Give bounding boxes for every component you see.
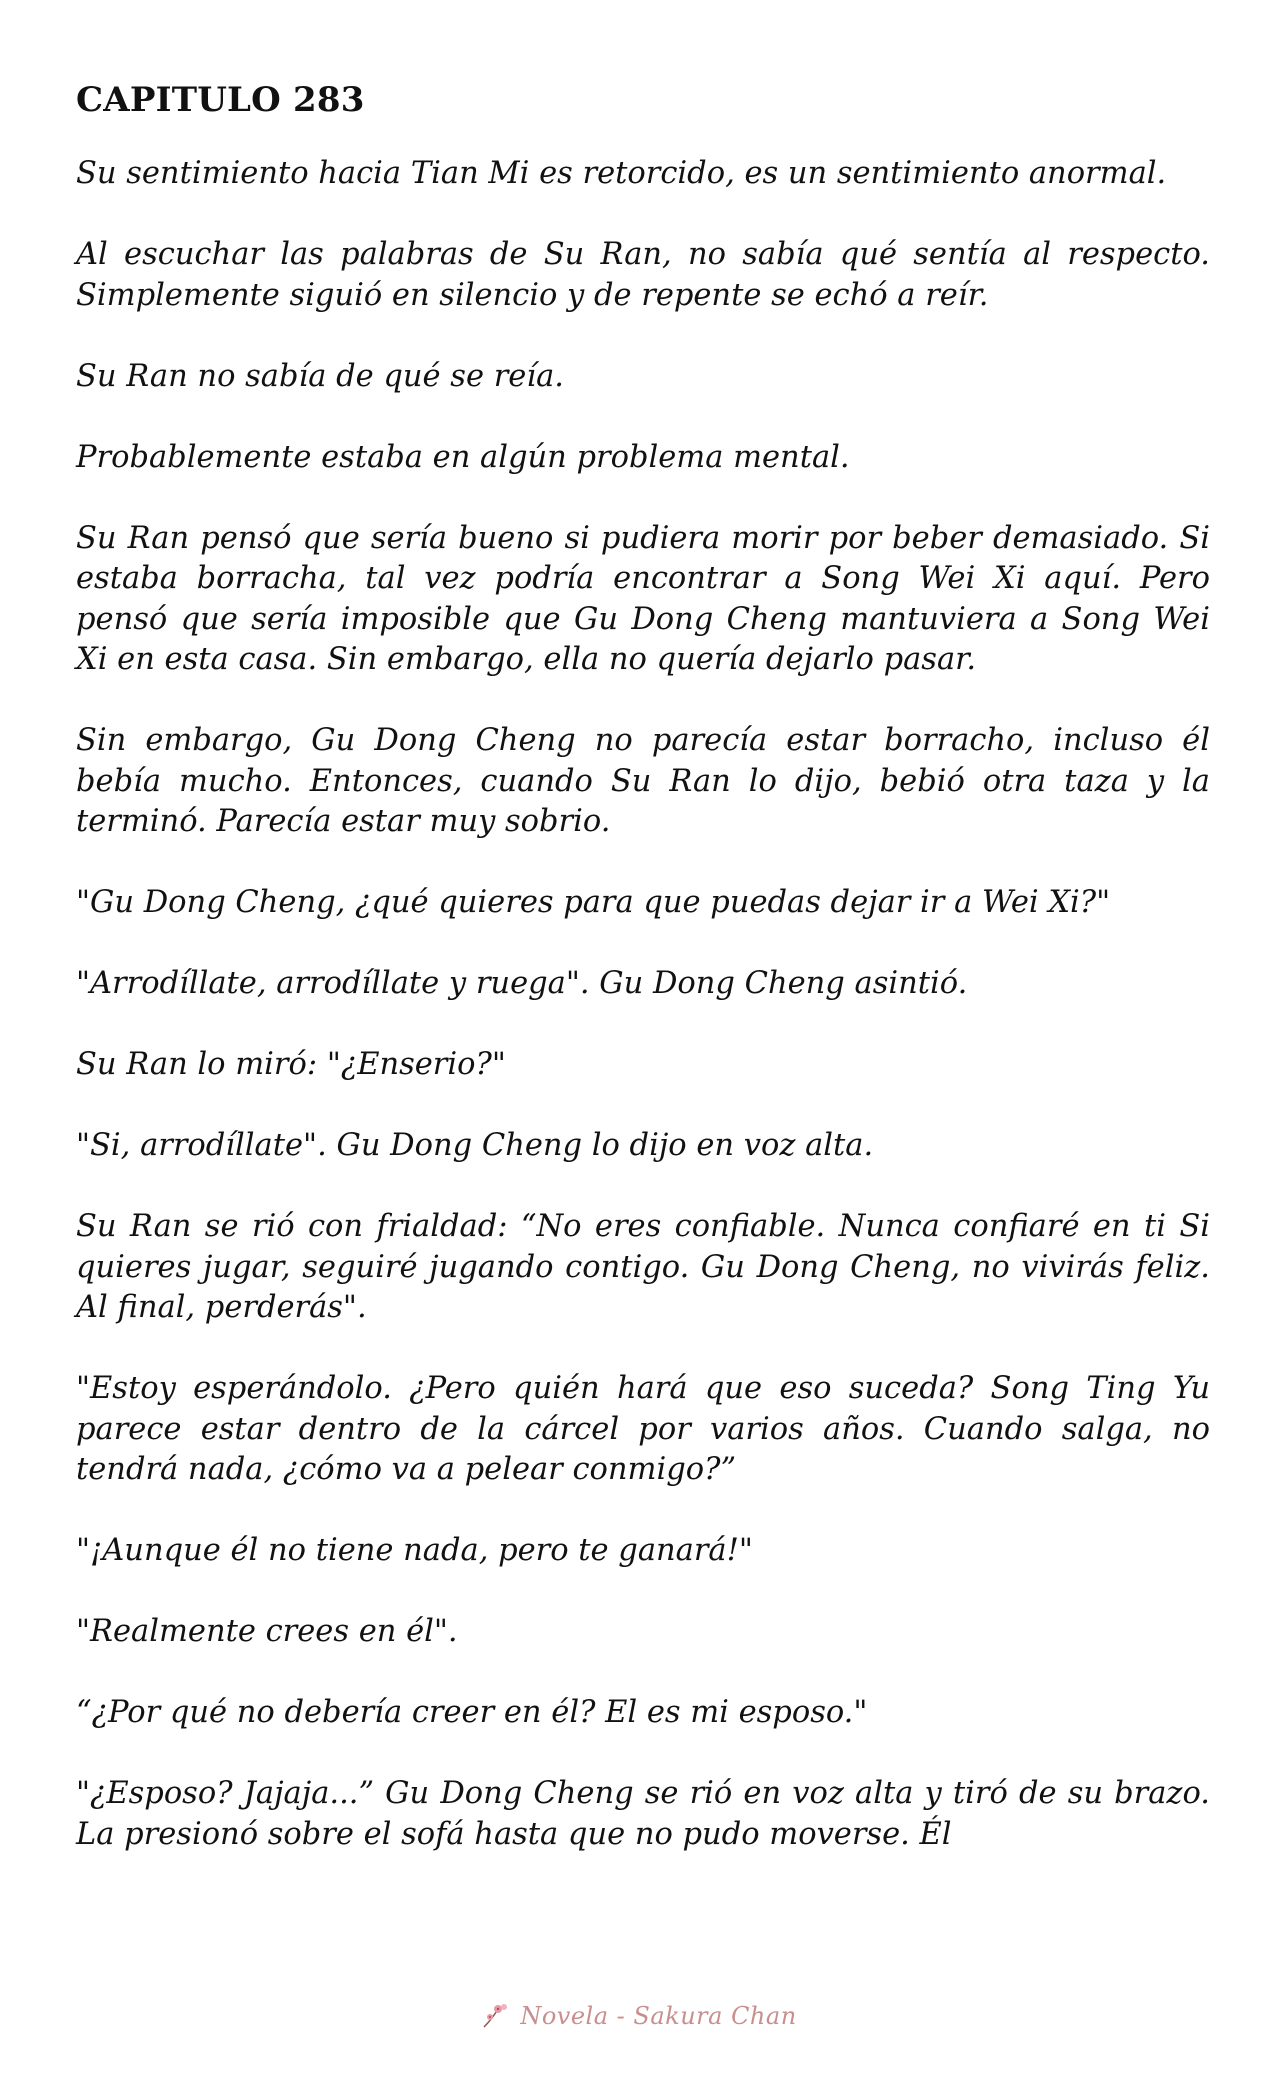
paragraph: Su sentimiento hacia Tian Mi es retorcido, es un sentimiento anormal. [76, 156, 1167, 191]
footer-watermark [0, 1996, 1275, 2036]
paragraph: Probablemente estaba en algún problema mental. [76, 439, 850, 475]
chapter-title: CAPITULO 283 [76, 80, 365, 120]
sakura-flower-icon [478, 1999, 512, 2033]
paragraph: "Arrodíllate, arrodíllate y ruega". Gu Dong Cheng asintió. [76, 966, 968, 1001]
paragraph: "Si, arrodíllate". Gu Dong Cheng lo dijo en voz alta. [76, 1128, 874, 1163]
paragraph: "Estoy esperándolo. ¿Pero quién hará que eso suceda? Song Ting Yu parece estar dentro de la cárcel por varios años. Cuando salga, no tendrá nada, ¿cómo va a pelear conmigo?” [76, 1371, 1210, 1487]
paragraph: Sin embargo, Gu Dong Cheng no parecía estar borracho, incluso él bebía mucho. Entonces, cuando Su Ran lo dijo, bebió otra taza y la terminó. Parecía estar muy sobrio. [76, 723, 1210, 839]
document-page [76, 78, 1210, 1896]
paragraph: Su Ran pensó que sería bueno si pudiera morir por beber demasiado. Si estaba borracha, tal vez podría encontrar a Song Wei Xi aquí. Pero pensó que sería imposible que Gu Dong Cheng mantuviera a Song Wei Xi en esta casa. Sin embargo, ella no quería dejarlo pasar. [76, 520, 1210, 677]
paragraph: "Realmente crees en él". [76, 1614, 458, 1649]
paragraph: "Gu Dong Cheng, ¿qué quieres para que puedas dejar ir a Wei Xi?" [76, 885, 1111, 920]
paragraph: Su Ran no sabía de qué se reía. [76, 358, 564, 394]
paragraph: Al escuchar las palabras de Su Ran, no sabía qué sentía al respecto. Simplemente siguió en silencio y de repente se echó a reír. [76, 237, 1210, 313]
paragraph: Su Ran lo miró: "¿Enserio?" [76, 1047, 506, 1082]
paragraph: “¿Por qué no debería creer en él? El es mi esposo." [76, 1695, 868, 1730]
paragraph: "¿Esposo? Jajaja...” Gu Dong Cheng se rió en voz alta y tiró de su brazo. La presionó sobre el sofá hasta que no pudo moverse. Él [76, 1776, 1210, 1852]
paragraph: "¡Aunque él no tiene nada, pero te ganará!" [76, 1533, 753, 1568]
watermark-text: Novela - Sakura Chan [520, 2002, 797, 2030]
paragraph: Su Ran se rió con frialdad: “No eres confiable. Nunca confiaré en ti Si quieres jugar, seguiré jugando contigo. Gu Dong Cheng, no vivirás feliz. Al final, perderás". [76, 1209, 1210, 1325]
